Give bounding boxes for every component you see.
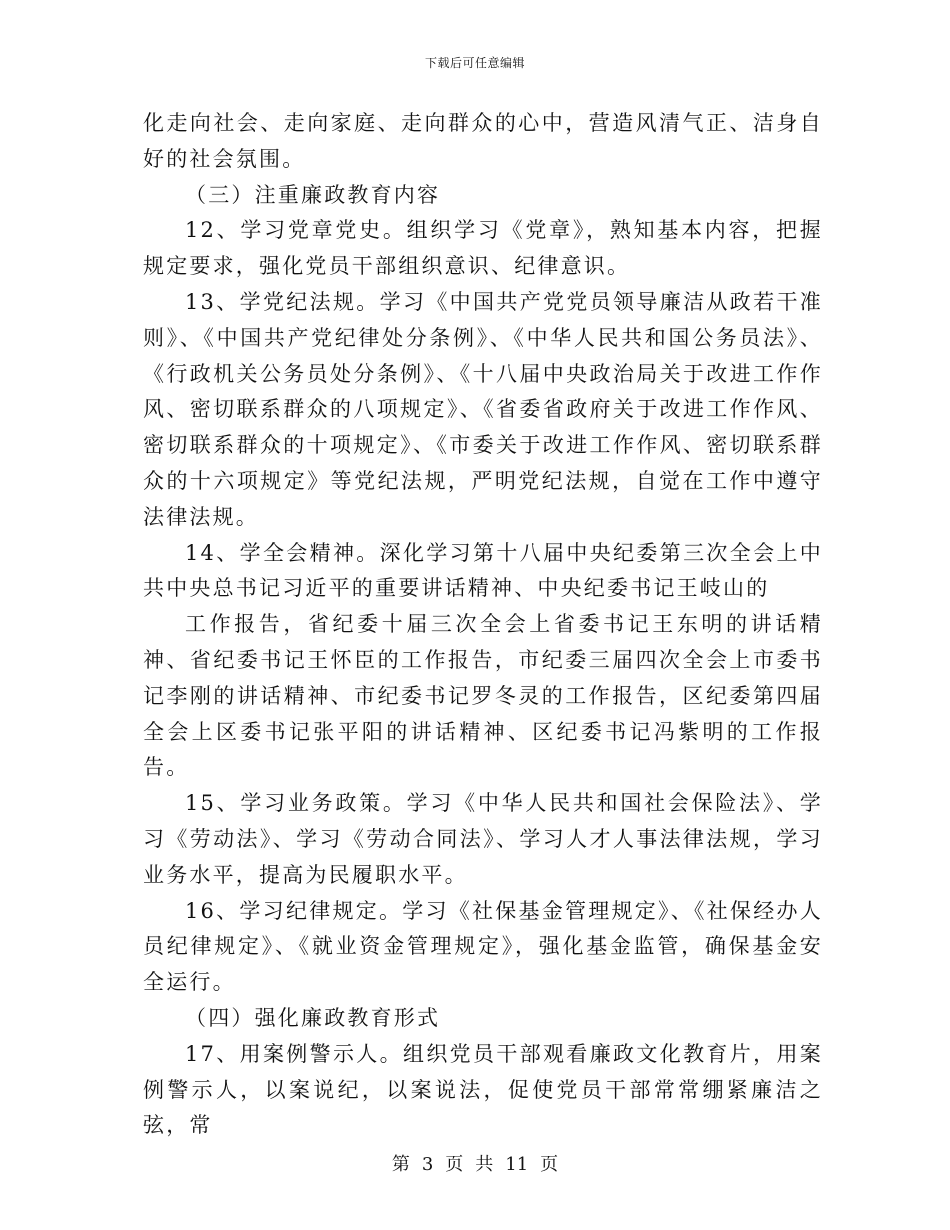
section-heading: （四）强化廉政教育形式 <box>185 1005 441 1030</box>
total-page-count: 11 <box>505 1154 529 1175</box>
paragraph: 14、学全会精神。深化学习第十八届中央纪委第三次全会上中共中央总书记习近平的重要讲话精神、中央纪委书记王岐山的 <box>143 540 823 601</box>
paragraph: 化走向社会、走向家庭、走向群众的心中，营造风清气正、洁身自好的社会氛围。 <box>143 111 823 171</box>
document-body <box>143 106 823 1144</box>
paragraph: 16、学习纪律规定。学习《社保基金管理规定》、《社保经办人员纪律规定》、《就业资金管理规定》，强化基金监管，确保基金安全运行。 <box>143 898 823 995</box>
page-footer <box>0 1150 950 1176</box>
footer-label-gong: 共 <box>475 1154 494 1175</box>
paragraph: 13、学党纪法规。学习《中国共产党党员领导廉洁从政若干准则》、《中国共产党纪律处分条例》、《中华人民共和国公务员法》、《行政机关公务员处分条例》、《十八届中央政治局关于改进工作作风、密切联系群众的八项规定》、《省委省政府关于改进工作作风、密切联系群众的十项规定》、《市委关于改进工作作风、密切联系群众的十六项规定》等党纪法规，严明党纪法规，自觉在工作中遵守法律法规。 <box>143 289 823 529</box>
current-page-number: 3 <box>421 1154 434 1175</box>
section-heading: （三）注重廉政教育内容 <box>185 182 441 207</box>
paragraph: 工作报告，省纪委十届三次全会上省委书记王东明的讲话精神、省纪委书记王怀臣的工作报告，市纪委三届四次全会上市委书记李刚的讲话精神、市纪委书记罗冬灵的工作报告，区纪委第四届全会上区委书记张平阳的讲话精神、区纪委书记冯紫明的工作报告。 <box>143 612 823 780</box>
paragraph: 17、用案例警示人。组织党员干部观看廉政文化教育片，用案例警示人，以案说纪，以案说法，促使党员干部常常绷紧廉洁之弦，常 <box>143 1041 823 1138</box>
page-header: 下载后可任意编辑 <box>424 56 525 70</box>
footer-label-di: 第 <box>391 1154 410 1175</box>
paragraph: 12、学习党章党史。组织学习《党章》，熟知基本内容，把握规定要求，强化党员干部组织意识、纪律意识。 <box>143 218 823 279</box>
footer-label-ye: 页 <box>445 1154 464 1175</box>
paragraph: 15、学习业务政策。学习《中华人民共和国社会保险法》、学习《劳动法》、学习《劳动合同法》、学习人才人事法律法规，学习业务水平，提高为民履职水平。 <box>143 791 823 887</box>
footer-label-ye2: 页 <box>540 1154 559 1175</box>
